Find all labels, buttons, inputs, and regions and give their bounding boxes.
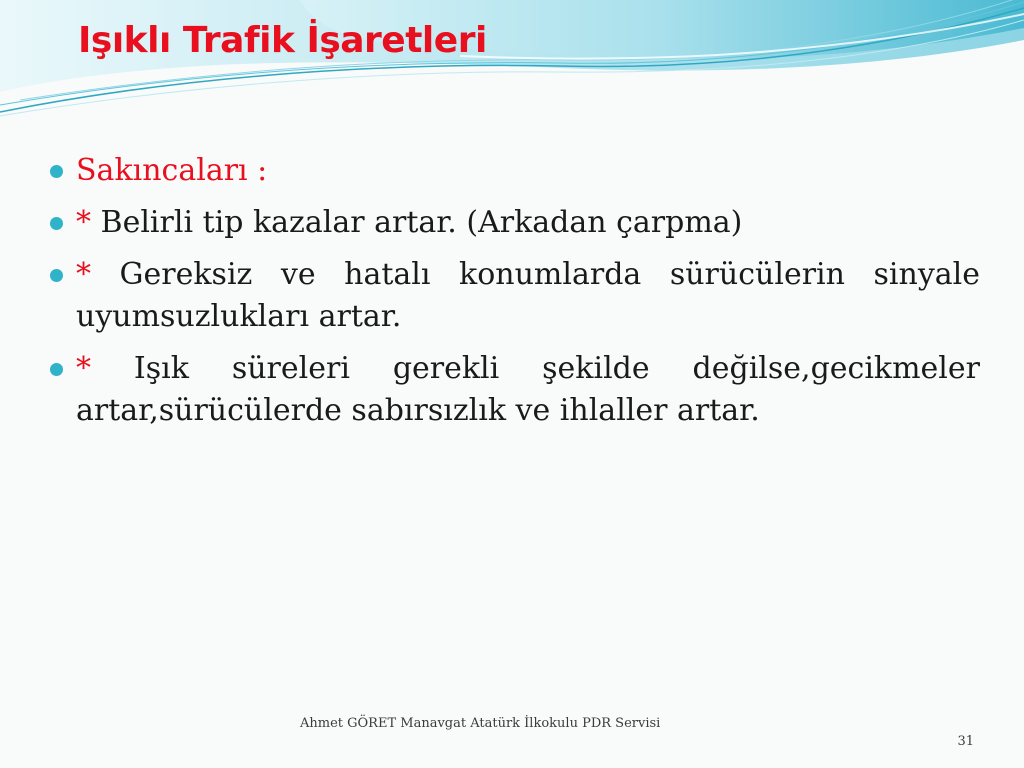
bullet-text: Gereksiz ve hatalı konumlarda sürücülerin sinyale uyumsuzlukları artar. [76, 257, 980, 334]
bullet-asterisk: * [76, 205, 91, 240]
bullet-item [50, 150, 980, 192]
bullet-dot-icon [50, 165, 63, 178]
page-number: 31 [957, 734, 974, 749]
bullet-dot-icon [50, 363, 63, 376]
slide-title: Işıklı Trafik İşaretleri [78, 20, 487, 61]
bullet-text: Işık süreleri gerekli şekilde değilse,gecikmeler artar,sürücülerde sabırsızlık ve ihlaller artar. [76, 351, 980, 428]
bullet-item [50, 254, 980, 338]
bullet-item [50, 348, 980, 432]
bullet-list [50, 150, 980, 442]
bullet-item [50, 202, 980, 244]
bullet-asterisk: * [76, 351, 91, 386]
bullet-text: Belirli tip kazalar artar. (Arkadan çarpma) [91, 205, 743, 240]
bullet-heading: Sakıncaları : [76, 153, 268, 188]
bullet-dot-icon [50, 269, 63, 282]
footer-text: Ahmet GÖRET Manavgat Atatürk İlkokulu PDR Servisi [300, 716, 661, 731]
bullet-dot-icon [50, 217, 63, 230]
bullet-asterisk: * [76, 257, 91, 292]
